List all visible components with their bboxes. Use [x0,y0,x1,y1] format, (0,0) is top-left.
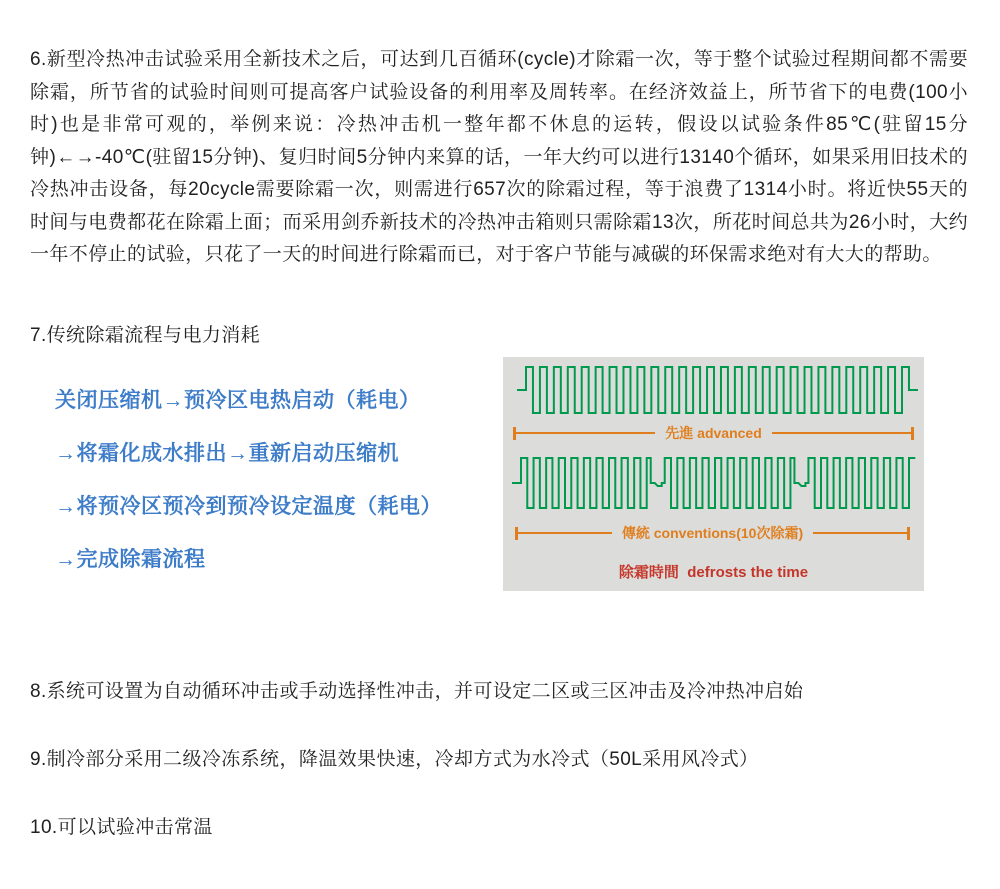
conventional-label-text: 傳統 conventions(10次除霜) [621,525,804,541]
conventional-span-label [515,525,910,541]
paragraph-9: 9.制冷部分采用二级冷冻系统，降温效果快速，冷却方式为水冷式（50L采用风冷式） [30,749,759,770]
paragraph-8: 8.系统可设置为自动循环冲击或手动选择性冲击，并可设定二区或三区冲击及冷冲热冲启始 [30,681,804,702]
flow-step-3: →将预冷区预冷到预冷设定温度（耗电） [55,495,442,518]
flow-step-1: 关闭压缩机→预冷区电热启动（耗电） [55,389,421,412]
advanced-span-label [513,425,914,441]
paragraph-6: 6.新型冷热冲击试验采用全新技术之后，可达到几百循环(cycle)才除霜一次，等于整个试验过程期间都不需要除霜，所节省的试验时间则可提高客户试验设备的利用率及周转率。在经济效益上，所节省下的电费(100小时)也是非常可观的，举例来说：冷热冲击机一整年都不休息的运转，假设以试验条件85℃(驻留15分钟)←→-40℃(驻留15分钟)、复归时间5分钟内来算的话，一年大约可以进行13140个循环，如果采用旧技术的冷热冲击设备，每20cycle需要除霜一次，则需进行657次的除霜过程，等于浪费了1314小时。将近快55天的时间与电费都花在除霜上面；而采用剑乔新技术的冷热冲击箱则只需除霜13次，所花时间总共为26小时，大约一年不停止的试验，只花了一天的时间进行除霜而已，对于客户节能与减碳的环保需求绝对有大大的帮助。 [30,49,968,265]
defrost-time-caption: 除霜時間 defrosts the time [618,564,809,581]
advanced-label-text: 先進 advanced [665,425,762,441]
section-7-heading: 7.传统除霜流程与电力消耗 [30,325,261,346]
paragraph-10: 10.可以试验冲击常温 [30,817,213,838]
dimension-tick-right [907,527,910,540]
flow-step-2: →将霜化成水排出→重新启动压缩机 [55,442,399,465]
defrost-comparison-diagram [503,357,924,591]
advanced-waveform [517,367,918,413]
flow-step-4: →完成除霜流程 [55,548,206,571]
dimension-line [518,532,612,534]
conventional-waveform [512,458,915,508]
waveform-canvas [503,357,924,591]
dimension-line [516,432,655,434]
dimension-tick-right [911,427,914,440]
dimension-line [772,432,911,434]
dimension-line [813,532,907,534]
